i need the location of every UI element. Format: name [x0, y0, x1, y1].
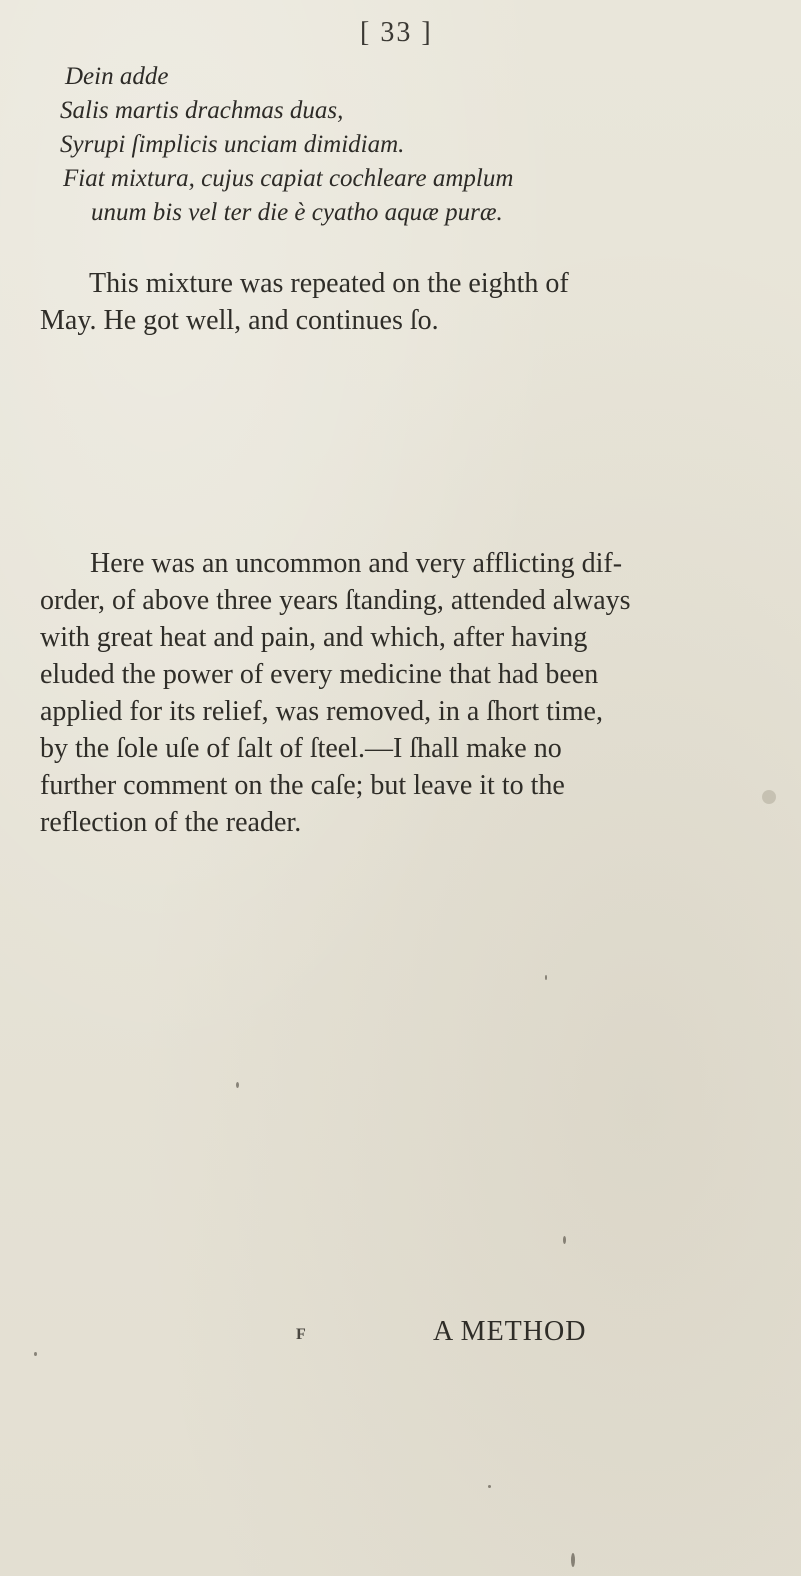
prescription-line: Dein adde [65, 63, 169, 90]
prescription-line: unum bis vel ter die è cyatho aquæ puræ. [91, 199, 503, 226]
paper-speck [236, 1082, 239, 1088]
text-line: order, of above three years ſtanding, attended always [40, 585, 631, 616]
paper-speck [571, 1553, 575, 1567]
text-line: This mixture was repeated on the eighth of [89, 268, 569, 299]
page-number: [ 33 ] [360, 17, 433, 48]
paper-speck [762, 790, 776, 804]
text-line: further comment on the caſe; but leave it to the [40, 770, 565, 801]
text-line: May. He got well, and continues ſo. [40, 305, 439, 336]
prescription-line: Syrupi ſimplicis unciam dimidiam. [60, 131, 405, 158]
text-line: by the ſole uſe of ſalt of ſteel.—I ſhall make no [40, 733, 562, 764]
text-line: with great heat and pain, and which, after having [40, 622, 588, 653]
paper-speck [488, 1485, 491, 1488]
paper-speck [563, 1236, 566, 1244]
paper-speck [545, 975, 547, 980]
paragraph-commentary [40, 545, 770, 841]
catchword: A METHOD [433, 1316, 587, 1347]
text-line: reflection of the reader. [40, 807, 302, 838]
prescription-line: Salis martis drachmas duas, [60, 97, 344, 124]
text-line: applied for its relief, was removed, in a ſhort time, [40, 696, 603, 727]
signature-mark: F [296, 1326, 306, 1343]
text-line: Here was an uncommon and very afflicting dif- [90, 548, 623, 579]
prescription-line: Fiat mixtura, cujus capiat cochleare amplum [63, 165, 514, 192]
paper-speck [34, 1352, 37, 1356]
text-line: eluded the power of every medicine that had been [40, 659, 599, 690]
paragraph-outcome [40, 265, 770, 339]
